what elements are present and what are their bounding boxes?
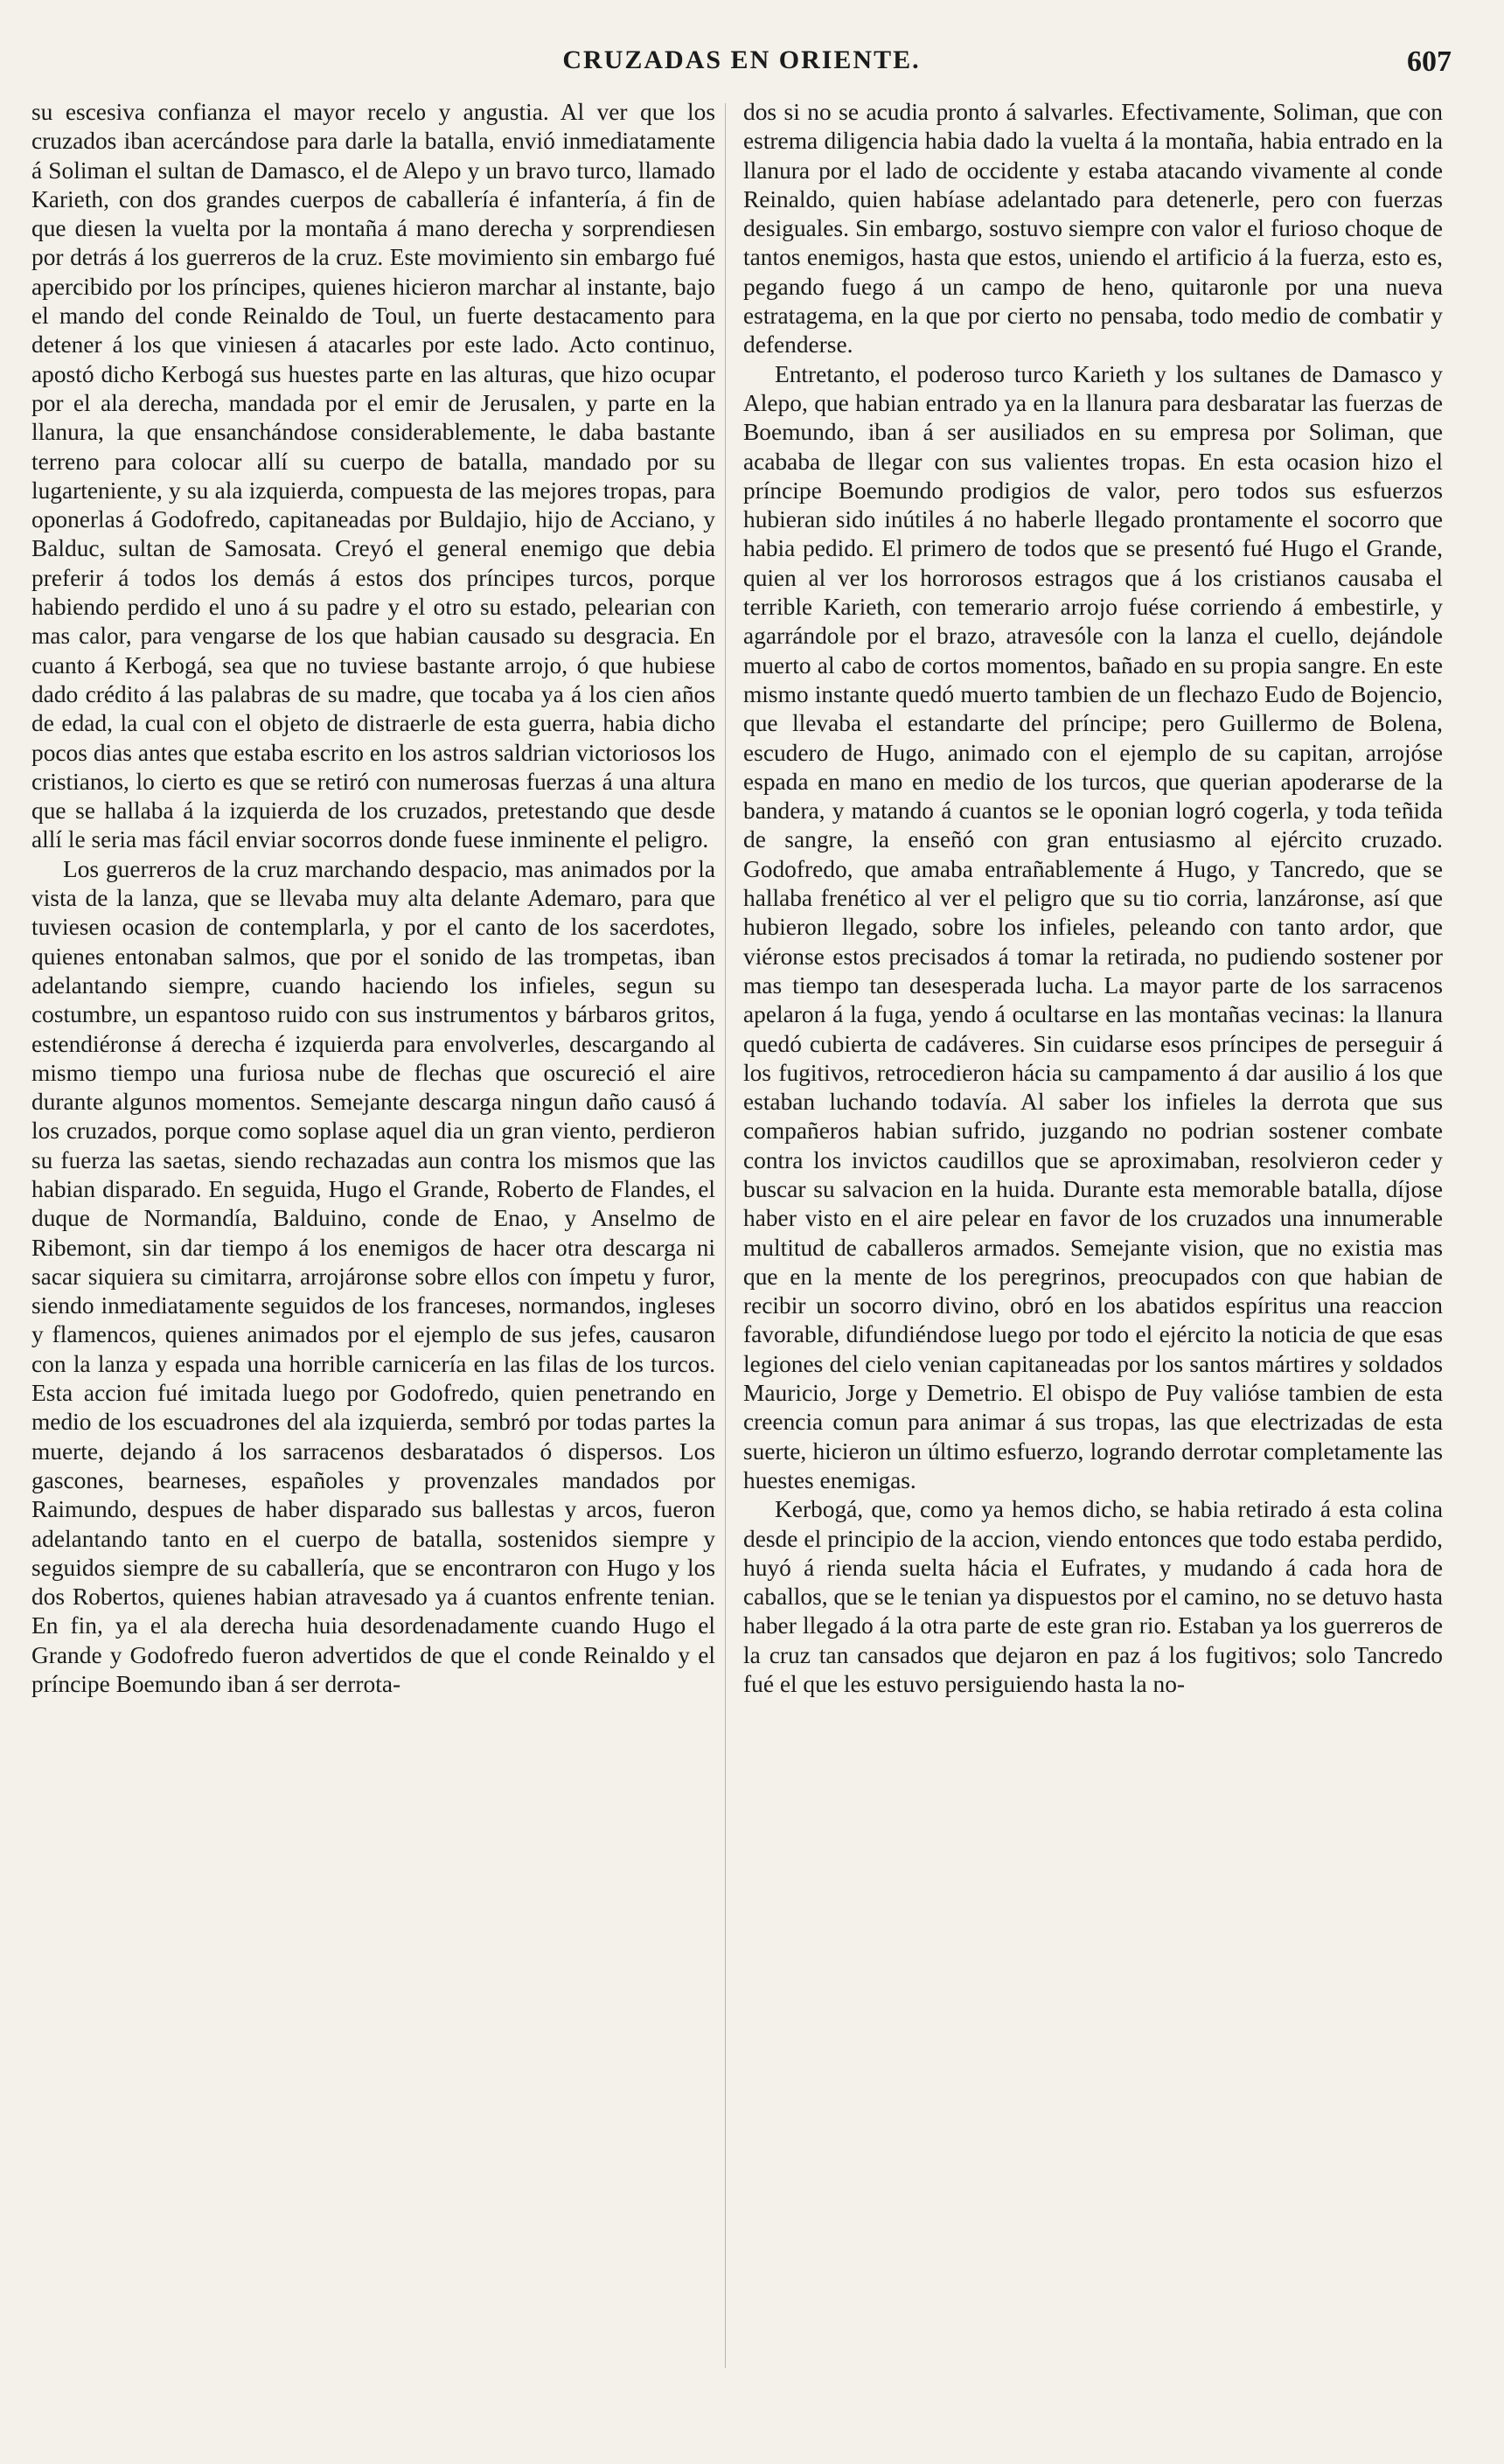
- paragraph: Kerbogá, que, como ya hemos dicho, se habia retirado á esta colina desde el principio de la accion, viendo entonces que todo estaba perdido, huyó á rienda suelta hácia el Eufrates, y mudando á cada hora de caballos, que se le tenian ya dispuestos por el camino, no se detuvo hasta haber llegado á la otra parte de este gran rio. Estaban ya los guerreros de la cruz tan cansados que dejaron en paz á los fugitivos; solo Tancredo fué el que les estuvo persiguiendo hasta la no-: [743, 1496, 1443, 1698]
- page-number: 607: [1407, 45, 1452, 78]
- left-column: [31, 98, 715, 2363]
- running-title: CRUZADAS EN ORIENTE.: [562, 45, 921, 74]
- paragraph: dos si no se acudia pronto á salvarles. Efectivamente, Soliman, que con estrema diligencia habia dado la vuelta á la montaña, habia entrado en la llanura por el lado de occidente y estaba atacando vivamente al conde Reinaldo, quien habíase adelantado para detenerle, pero con fuerzas desiguales. Sin embargo, sostuvo siempre con valor el furioso choque de tantos enemigos, hasta que estos, uniendo el artificio á la fuerza, esto es, pegando fuego á un campo de heno, quitaronle por una nueva estratagema, en la que por cierto no pensaba, todo medio de combatir y defenderse.: [743, 99, 1443, 358]
- paragraph: Los guerreros de la cruz marchando despacio, mas animados por la vista de la lanza, que se llevaba muy alta delante Ademaro, para que tuviesen ocasion de contemplarla, y por el canto de los sacerdotes, quienes entonaban salmos, que por el sonido de las trompetas, iban adelantando siempre, cuando haciendo los infieles, segun su costumbre, un espantoso ruido con sus instrumentos y bárbaros gritos, estendiéronse á derecha é izquierda para envolverles, descargando al mismo tiempo una furiosa nube de flechas que oscureció el aire durante algunos momentos. Semejante descarga ningun daño causó á los cruzados, porque como soplase aquel dia un gran viento, perdieron su fuerza las saetas, siendo rechazadas aun contra los mismos que las habian disparado. En seguida, Hugo el Grande, Roberto de Flandes, el duque de Normandía, Balduino, conde de Enao, y Anselmo de Ribemont, sin dar tiempo á los enemigos de hacer otra descarga ni sacar siquiera su cimitarra, arrojáronse sobre ellos con ímpetu y furor, siendo inmediatamente seguidos de los franceses, normandos, ingleses y flamencos, quienes animados por el ejemplo de sus jefes, causaron con la lanza y espada una horrible carnicería en las filas de los turcos. Esta accion fué imitada luego por Godofredo, quien penetrando en medio de los escuadrones del ala izquierda, sembró por todas partes la muerte, dejando á los sarracenos desbaratados ó dispersos. Los gascones, bearneses, españoles y provenzales mandados por Raimundo, despues de haber disparado sus ballestas y arcos, fueron adelantando tanto en el cuerpo de batalla, sostenidos siempre y seguidos siempre de su caballería, que se encontraron con Hugo y los dos Robertos, quienes habian atravesado ya á cuantos enfrente tenian. En fin, ya el ala derecha huia desordenadamente cuando Hugo el Grande y Godofredo fueron advertidos de que el conde Reinaldo y el príncipe Boemundo iban á ser derrota-: [31, 855, 715, 1698]
- paragraph: su escesiva confianza el mayor recelo y angustia. Al ver que los cruzados iban acercándose para darle la batalla, envió inmediatamente á Soliman el sultan de Damasco, el de Alepo y un bravo turco, llamado Karieth, con dos grandes cuerpos de caballería é infantería, á fin de que diesen la vuelta por la montaña á mano derecha y sorprendiesen por detrás á los guerreros de la cruz. Este movimiento sin embargo fué apercibido por los príncipes, quienes hicieron marchar al instante, bajo el mando del conde Reinaldo de Toul, un fuerte destacamento para detener á los que viniesen á atacarles por este lado. Acto continuo, apostó dicho Kerbogá sus huestes parte en las alturas, que hizo ocupar por el ala derecha, mandada por el emir de Jerusalen, y parte en la llanura, la que ensanchándose considerablemente, le daba bastante terreno para colocar allí su cuerpo de batalla, mandado por su lugarteniente, y su ala izquierda, compuesta de las mejores tropas, para oponerlas á Godofredo, capitaneadas por Buldajio, hijo de Acciano, y Balduc, sultan de Samosata. Creyó el general enemigo que debia preferir á todos los demás á estos dos príncipes turcos, porque habiendo perdido el uno á su padre y el otro su estado, pelearian con mas calor, para vengarse de los que habian causado su desgracia. En cuanto á Kerbogá, sea que no tuviese bastante arrojo, ó que hubiese dado crédito á las palabras de su madre, que tocaba ya á los cien años de edad, la cual con el objeto de distraerle de esta guerra, habia dicho pocos dias antes que estaba escrito en los astros saldrian victoriosos los cristianos, lo cierto es que se retiró con numerosas fuerzas á una altura que se hallaba á la izquierda de los cruzados, pretestando que desde allí le seria mas fácil enviar socorros donde fuese inminente el peligro.: [31, 99, 715, 853]
- page-header: [31, 45, 1452, 98]
- paragraph: Entretanto, el poderoso turco Karieth y los sultanes de Damasco y Alepo, que habian entrado ya en la llanura para desbaratar las fuerzas de Boemundo, iban á ser ausiliados en su empresa por Soliman, que acababa de llegar con sus valientes tropas. En esta ocasion hizo el príncipe Boemundo prodigios de valor, pero todos sus esfuerzos hubieran sido inútiles á no haberle llegado prontamente el socorro que habia pedido. El primero de todos que se presentó fué Hugo el Grande, quien al ver los horrorosos estragos que á los cristianos causaba el terrible Karieth, con temerario arrojo fuése corriendo á embestirle, y agarrándole por el brazo, atravesóle con la lanza el cuello, dejándole muerto al cabo de cortos momentos, bañado en su propia sangre. En este mismo instante quedó muerto tambien de un flechazo Eudo de Bojencio, que llevaba el estandarte del príncipe; pero Guillermo de Bolena, escudero de Hugo, animado con el ejemplo de su capitan, arrojóse espada en mano en medio de los turcos, que querian apoderarse de la bandera, y matando á cuantos se le oponian logró cogerla, y toda teñida de sangre, la enseñó con gran entusiasmo al ejército cruzado. Godofredo, que amaba entrañablemente á Hugo, y Tancredo, que se hallaba frenético al ver el peligro que su tio corria, lanzáronse, así que hubieron llegado, sobre los infieles, peleando con tanto ardor, que viéronse estos precisados á tomar la retirada, no pudiendo sostener por mas tiempo tan desesperada lucha. La mayor parte de los sarracenos apelaron á la fuga, yendo á ocultarse en las montañas vecinas: la llanura quedó cubierta de cadáveres. Sin cuidarse esos príncipes de perseguir á los fugitivos, retrocedieron hácia su campamento á dar ausilio á los que estaban luchando todavía. Al saber los infieles la derrota que sus compañeros habian sufrido, juzgando no podrian sostener combate contra los invictos caudillos que se aproximaban, resolvieron ceder y buscar su salvacion en la huida. Durante esta memorable batalla, díjose haber visto en el aire pelear en favor de los cruzados una innumerable multitud de caballeros armados. Semejante vision, que no existia mas que en la mente de los peregrinos, preocupados con que habian de recibir un socorro divino, obró en los abatidos espíritus una reaccion favorable, difundiéndose luego por todo el ejército la noticia de que esas legiones del cielo venian capitaneadas por los santos mártires y soldados Mauricio, Jorge y Demetrio. El obispo de Puy valióse tambien de esta creencia comun para animar á sus tropas, las que electrizadas de esta suerte, hicieron un último esfuerzo, logrando derrotar completamente las huestes enemigas.: [743, 360, 1443, 1493]
- right-column: [743, 98, 1443, 2363]
- column-divider: [725, 103, 726, 2368]
